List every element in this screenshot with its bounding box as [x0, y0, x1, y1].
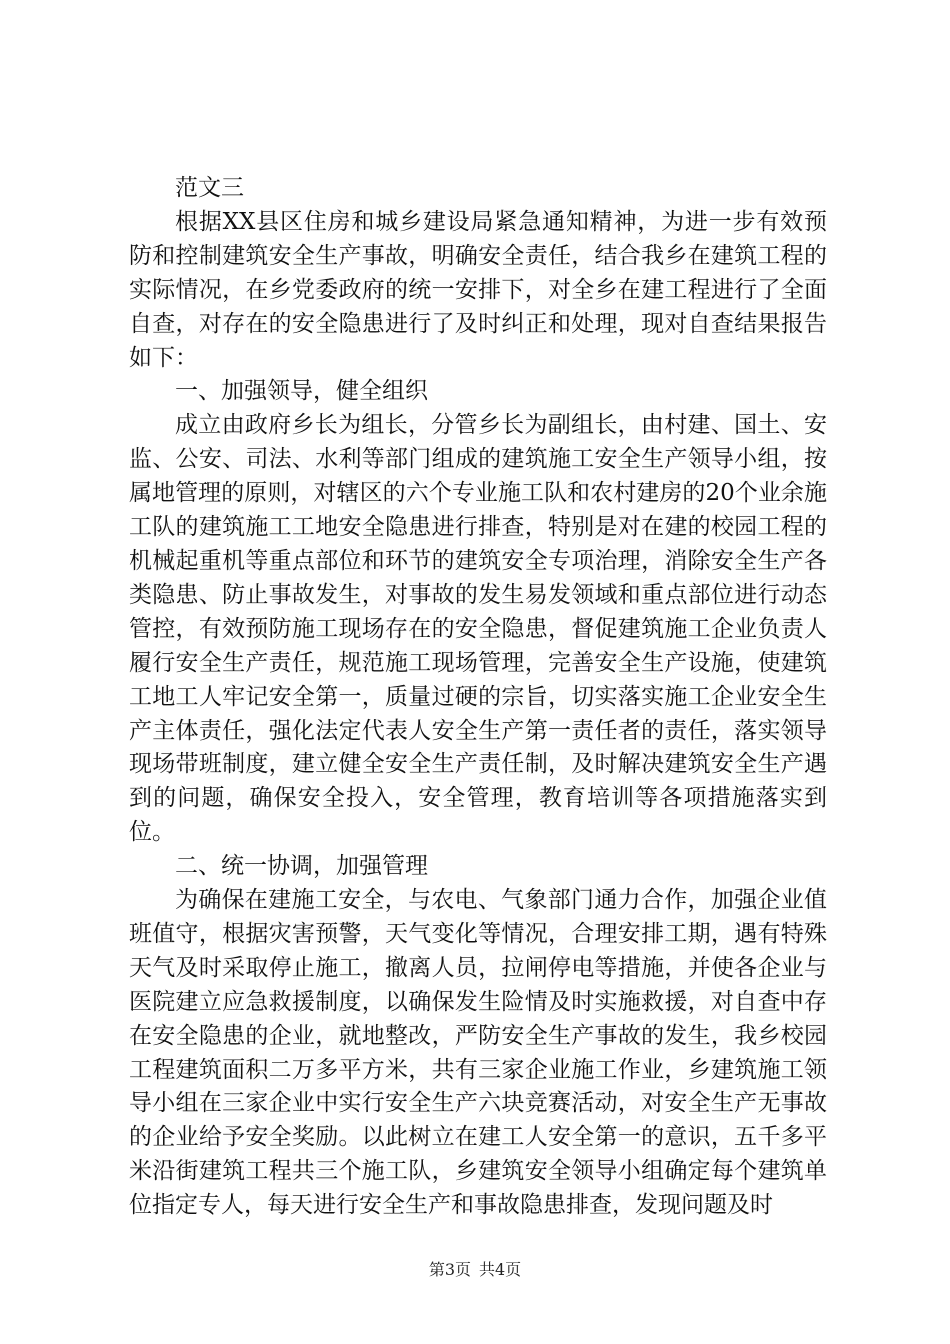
- document-body: [129, 172, 827, 1223]
- document-title: 范文三: [175, 175, 244, 201]
- paragraph-section-1: 成立由政府乡长为组长，分管乡长为副组长，由村建、国土、安监、公安、司法、水利等部门组成的建筑施工安全生产领导小组，按属地管理的原则，对辖区的六个专业施工队和农村建房的20个业余施工队的建筑施工工地安全隐患进行排查，特别是对在建的校园工程的机械起重机等重点部位和环节的建筑安全专项治理，消除安全生产各类隐患、防止事故发生，对事故的发生易发领域和重点部位进行动态管控，有效预防施工现场存在的安全隐患，督促建筑施工企业负责人履行安全生产责任，规范施工现场管理，完善安全生产设施，使建筑工地工人牢记安全第一，质量过硬的宗旨，切实落实施工企业安全生产主体责任，强化法定代表人安全生产第一责任者的责任，落实领导现场带班制度，建立健全安全生产责任制，及时解决建筑安全生产遇到的问题，确保安全投入，安全管理，教育培训等各项措施落实到位。: [129, 412, 827, 846]
- page-total: 共4页: [479, 1260, 522, 1279]
- section-heading-1: 一、加强领导，健全组织: [175, 378, 428, 405]
- paragraph-section-2: 为确保在建施工安全，与农电、气象部门通力合作，加强企业值班值守，根据灾害预警，天气变化等情况，合理安排工期，遇有特殊天气及时采取停止施工，撤离人员，拉闸停电等措施，并使各企业与医院建立应急救援制度，以确保发生险情及时实施救援，对自查中存在安全隐患的企业，就地整改，严防安全生产事故的发生，我乡校园工程建筑面积二万多平方米，共有三家企业施工作业，乡建筑施工领导小组在三家企业中实行安全生产六块竞赛活动，对安全生产无事故的企业给予安全奖励。以此树立在建工人安全第一的意识，五千多平米沿街建筑工程共三个施工队，乡建筑安全领导小组确定每个建筑单位指定专人，每天进行安全生产和事故隐患排查，发现问题及时: [129, 887, 827, 1219]
- paragraph-intro: 根据XX县区住房和城乡建设局紧急通知精神，为进一步有效预防和控制建筑安全生产事故，明确安全责任，结合我乡在建筑工程的实际情况，在乡党委政府的统一安排下，对全乡在建工程进行了全面自查，对存在的安全隐患进行了及时纠正和处理，现对自查结果报告如下：: [129, 208, 827, 371]
- page-footer: [0, 1260, 950, 1280]
- section-heading-2: 二、统一协调，加强管理: [175, 853, 428, 880]
- page-number: 第3页: [428, 1260, 471, 1279]
